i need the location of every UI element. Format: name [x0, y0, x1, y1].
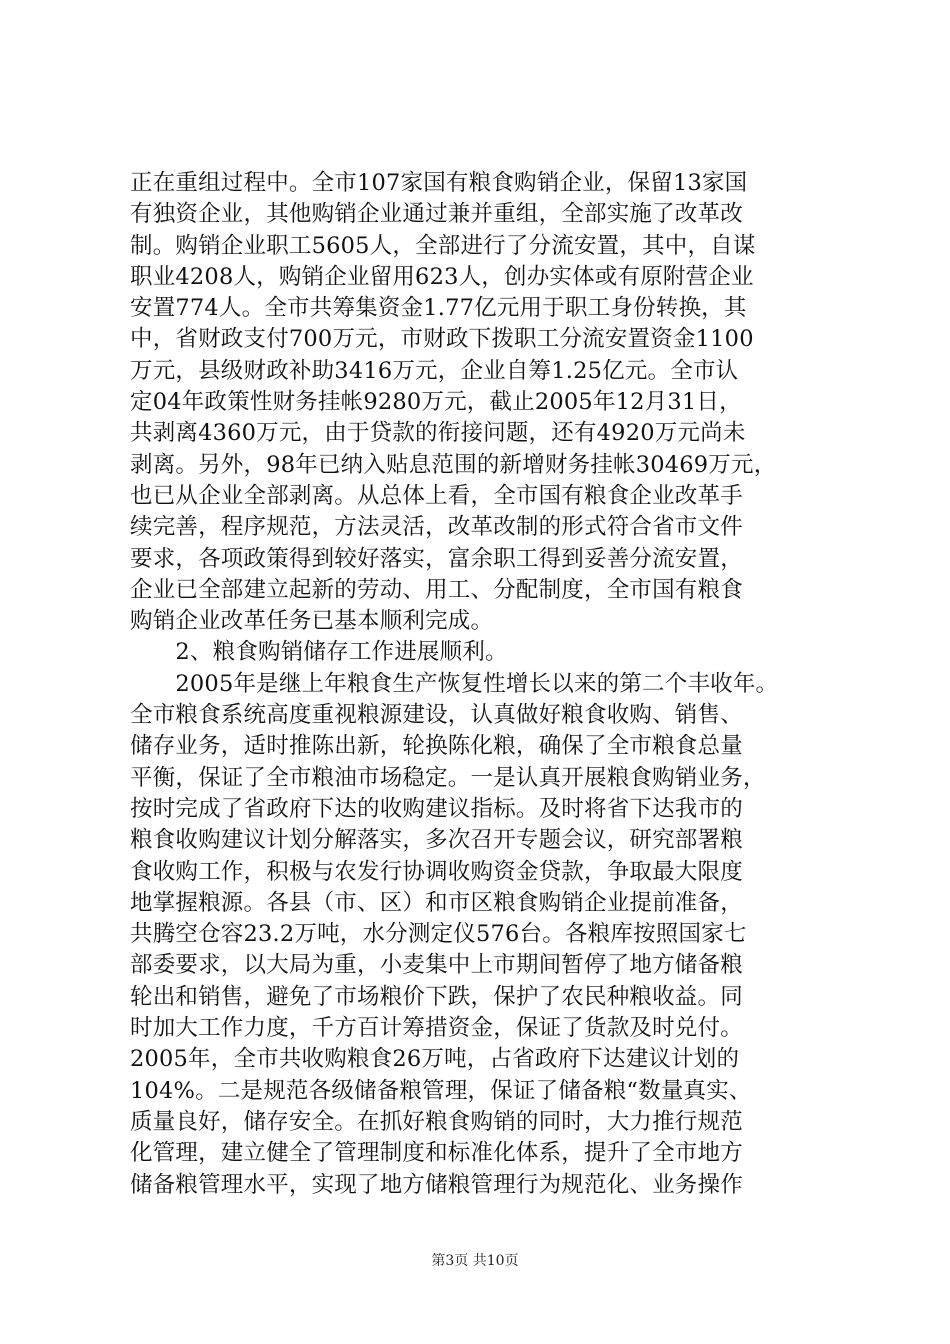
text-line: 平衡，保证了全市粮油市场稳定。一是认真开展粮食购销业务， [130, 764, 766, 791]
text-line: 共腾空仓容23.2万吨，水分测定仪576台。各粮库按照国家七 [130, 921, 747, 948]
text-line: 企业已全部建立起新的劳动、用工、分配制度，全市国有粮食 [130, 576, 743, 603]
text-line: 部委要求，以大局为重，小麦集中上市期间暂停了地方储备粮 [130, 952, 743, 979]
text-line: 中，省财政支付700万元，市财政下拨职工分流安置资金1100 [130, 326, 754, 353]
text-line: 2005年，全市共收购粮食26万吨，占省政府下达建议计划的 [130, 1046, 740, 1073]
text-line: 储备粮管理水平，实现了地方储粮管理行为规范化、业务操作 [130, 1171, 743, 1198]
page-number-footer: 第3页 共10页 [431, 1253, 519, 1269]
text-line: 也已从企业全部剥离。从总体上看，全市国有粮食企业改革手 [130, 482, 743, 509]
body-text [130, 168, 830, 1201]
text-line: 有独资企业，其他购销企业通过兼并重组，全部实施了改革改 [130, 201, 743, 228]
text-line: 轮出和销售，避免了市场粮价下跌，保护了农民种粮收益。同 [130, 983, 743, 1010]
text-line: 正在重组过程中。全市107家国有粮食购销企业，保留13家国 [130, 170, 748, 196]
text-line: 104%。二是规范各级储备粮管理，保证了储备粮“数量真实、 [130, 1077, 752, 1104]
text-line: 食收购工作，积极与农发行协调收购资金贷款，争取最大限度 [130, 858, 743, 885]
text-line: 要求，各项政策得到较好落实，富余职工得到妥善分流安置， [130, 545, 743, 572]
text-line: 2005年是继上年粮食生产恢复性增长以来的第二个丰收年。 [130, 670, 779, 697]
text-line: 购销企业改革任务已基本顺利完成。 [130, 608, 494, 635]
text-line: 全市粮食系统高度重视粮源建设，认真做好粮食收购、销售、 [130, 702, 743, 729]
text-line: 按时完成了省政府下达的收购建议指标。及时将省下达我市的 [130, 795, 743, 822]
text-line: 续完善，程序规范，方法灵活，改革改制的形式符合省市文件 [130, 514, 743, 541]
text-line: 制。购销企业职工5605人，全部进行了分流安置，其中，自谋 [130, 232, 756, 259]
text-line: 安置774人。全市共筹集资金1.77亿元用于职工身份转换，其 [130, 295, 747, 322]
text-line: 化管理，建立健全了管理制度和标准化体系，提升了全市地方 [130, 1140, 743, 1167]
text-line: 储存业务，适时推陈出新，轮换陈化粮，确保了全市粮食总量 [130, 733, 743, 760]
text-line: 定04年政策性财务挂帐9280万元，截止2005年12月31日， [130, 389, 742, 416]
text-line: 质量良好，储存安全。在抓好粮食购销的同时，大力推行规范 [130, 1108, 743, 1135]
text-line: 时加大工作力度，千方百计筹措资金，保证了货款及时兑付。 [130, 1015, 743, 1042]
text-line: 共剥离4360万元，由于贷款的衔接问题，还有4920万元尚未 [130, 420, 746, 447]
text-line: 剥离。另外，98年已纳入贴息范围的新增财务挂帐30469万元， [130, 451, 777, 478]
text-line: 粮食收购建议计划分解落实，多次召开专题会议，研究部署粮 [130, 827, 743, 854]
text-line: 万元，县级财政补助3416万元，企业自筹1.25亿元。全市认 [130, 357, 739, 384]
text-line: 地掌握粮源。各县（市、区）和市区粮食购销企业提前准备， [130, 889, 743, 916]
text-line: 职业4208人，购销企业留用623人，创办实体或有原附营企业 [130, 263, 754, 290]
section-heading: 2、粮食购销储存工作进展顺利。 [130, 639, 508, 666]
